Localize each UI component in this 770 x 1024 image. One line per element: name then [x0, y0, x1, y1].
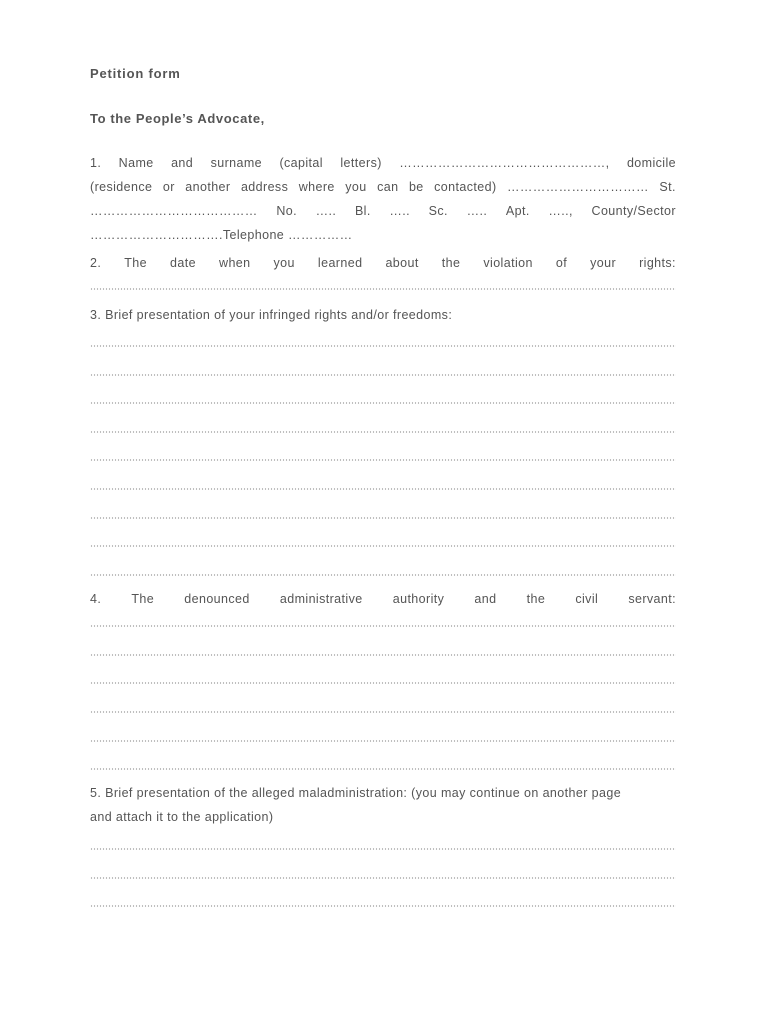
q4-word: administrative: [279, 592, 363, 606]
q4-word: 4.: [90, 592, 102, 606]
q4-answer-line[interactable]: [90, 711, 676, 713]
q2-word: when: [219, 256, 251, 270]
q3-answer-line[interactable]: [90, 374, 676, 376]
q3-answer-line[interactable]: [90, 402, 676, 404]
q1-name-line: [90, 156, 676, 170]
q2-word: of: [555, 256, 568, 270]
q5-label-line-1: 5. Brief presentation of the alleged maladministration: (you may continue on another page: [90, 786, 622, 800]
q1-apartment-field[interactable]: …..,: [548, 204, 573, 218]
form-title: Petition form: [90, 66, 181, 81]
q1-word: or: [162, 180, 175, 194]
q4-word: and: [474, 592, 497, 606]
q1-word: domicile: [626, 156, 676, 170]
q3-answer-line[interactable]: [90, 345, 676, 347]
q3-label: 3. Brief presentation of your infringed rights and/or freedoms:: [90, 308, 453, 322]
q2-word: learned: [317, 256, 363, 270]
q2-word: date: [170, 256, 196, 270]
q1-word: St.: [659, 180, 676, 194]
q1-word: Bl.: [354, 204, 371, 218]
salutation: To the People’s Advocate,: [90, 111, 265, 126]
q1-number-field[interactable]: …..: [315, 204, 337, 218]
q2-word: violation: [483, 256, 533, 270]
q4-answer-line[interactable]: [90, 625, 676, 627]
q3-answer-line[interactable]: [90, 545, 676, 547]
q4-answer-line[interactable]: [90, 654, 676, 656]
q1-word: letters): [340, 156, 382, 170]
q1-street-line: [90, 204, 676, 218]
q1-word: be: [408, 180, 424, 194]
q1-word: Sc.: [428, 204, 448, 218]
q4-word: servant:: [628, 592, 676, 606]
q1-word: surname: [210, 156, 262, 170]
q4-label: [90, 592, 676, 606]
q1-block-field[interactable]: …..: [389, 204, 411, 218]
q1-word: you: [345, 180, 367, 194]
q2-word: the: [441, 256, 461, 270]
q1-word: Name: [118, 156, 154, 170]
q1-word: 1.: [90, 156, 102, 170]
q2-word: about: [385, 256, 419, 270]
q1-word: Apt.: [505, 204, 530, 218]
q3-answer-line[interactable]: [90, 431, 676, 433]
q1-word: (residence: [90, 180, 153, 194]
q5-answer-line[interactable]: [90, 905, 676, 907]
q1-word: can: [377, 180, 399, 194]
q4-word: the: [526, 592, 546, 606]
q1-address-field[interactable]: ……………………………: [507, 180, 649, 194]
q1-name-field[interactable]: …………………………………………,: [399, 156, 610, 170]
q2-label: [90, 256, 676, 270]
q1-word: and: [171, 156, 194, 170]
q1-word: (capital: [279, 156, 323, 170]
q2-answer-line[interactable]: [90, 288, 676, 290]
q1-staircase-field[interactable]: …..: [466, 204, 488, 218]
q5-answer-line[interactable]: [90, 877, 676, 879]
q2-word: rights:: [639, 256, 676, 270]
q3-answer-line[interactable]: [90, 517, 676, 519]
q1-word: where: [298, 180, 335, 194]
q4-word: denounced: [184, 592, 250, 606]
q4-word: The: [131, 592, 155, 606]
q1-telephone-line[interactable]: ………………………….Telephone ……………: [90, 228, 353, 242]
q1-word: another: [185, 180, 231, 194]
q3-answer-line[interactable]: [90, 459, 676, 461]
q1-word: No.: [276, 204, 297, 218]
q2-word: you: [273, 256, 295, 270]
q4-word: civil: [575, 592, 599, 606]
q1-street-field[interactable]: …………………………………: [90, 204, 258, 218]
q1-address-line: [90, 180, 676, 194]
q4-answer-line[interactable]: [90, 682, 676, 684]
q4-word: authority: [392, 592, 445, 606]
q2-word: 2.: [90, 256, 102, 270]
q2-word: The: [124, 256, 148, 270]
q1-word: address: [240, 180, 289, 194]
q5-label-line-2: and attach it to the application): [90, 810, 274, 824]
q4-answer-line[interactable]: [90, 768, 676, 770]
q2-word: your: [590, 256, 617, 270]
q3-answer-line[interactable]: [90, 574, 676, 576]
q4-answer-line[interactable]: [90, 740, 676, 742]
q5-answer-line[interactable]: [90, 848, 676, 850]
q1-word: County/Sector: [591, 204, 676, 218]
q1-word: contacted): [434, 180, 497, 194]
q3-answer-line[interactable]: [90, 488, 676, 490]
